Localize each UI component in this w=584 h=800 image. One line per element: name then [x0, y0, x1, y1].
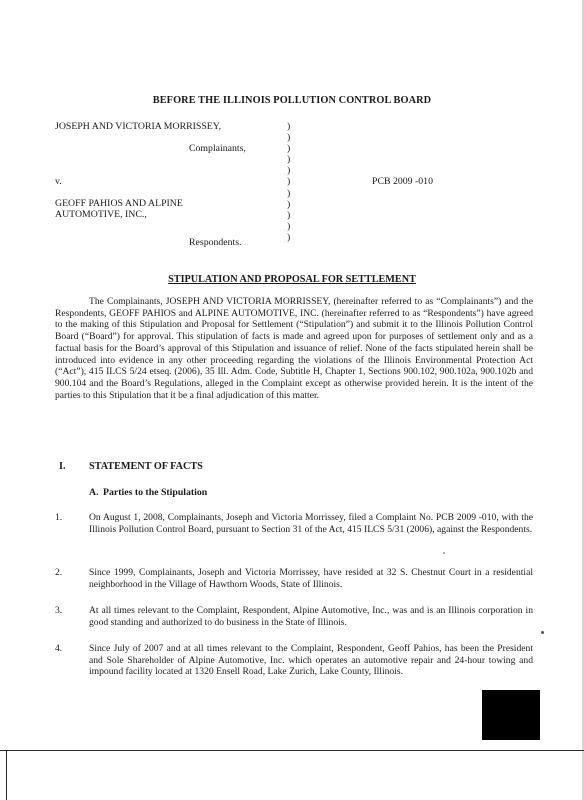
item-text: Since July of 2007 and at all times relevant to the Complaint, Respondent, Geoff Pahios, has been the President and Sole Shareholder of Alpine Automotive, Inc. which operates an automotive repair and 24-hour towing and impound facility located at 1320 Ensell Road, Lake Zurich, Lake County, Illinois. [89, 643, 533, 678]
document-title: STIPULATION AND PROPOSAL FOR SETTLEMENT [168, 274, 416, 285]
item-number: 2. [55, 567, 63, 578]
caption-paren: ) [287, 198, 291, 210]
item-text: Since 1999, Complainants, Joseph and Victoria Morrissey, have resided at 32 S. Chestnut Court in a residential neighborhood in the Village of Hawthorn Woods, State of Illinois. [89, 567, 533, 590]
list-item [55, 605, 533, 628]
versus-label: v. [55, 176, 62, 187]
caption-paren: ) [287, 187, 291, 199]
caption-paren: ) [287, 154, 291, 166]
section-number: I. [59, 461, 66, 472]
caption-paren: ) [287, 176, 291, 188]
subsection-title: Parties to the Stipulation [103, 487, 208, 498]
item-number: 1. [55, 512, 63, 523]
redaction-box [482, 690, 540, 740]
caption-paren: ) [287, 231, 291, 243]
section-title: STATEMENT OF FACTS [89, 461, 203, 472]
scan-bottom-rule-vertical [6, 750, 7, 800]
respondents-label: Respondents. [189, 237, 242, 248]
respondents-name-line1: GEOFF PAHIOS AND ALPINE [55, 198, 183, 209]
subsection-letter: A. [89, 487, 99, 498]
caption-paren: ) [287, 132, 291, 144]
item-number: 4. [55, 643, 63, 654]
item-text: On August 1, 2008, Complainants, Joseph and Victoria Morrissey, filed a Complaint No. PCB 2009 -010, with the Illinois Pollution Control Board, pursuant to Section 31 of the Act, 415 ILCS 5/31 (2006), against the Respondents. [89, 512, 533, 535]
scan-speck [443, 552, 445, 554]
caption-paren: ) [287, 220, 291, 232]
caption-parentheses-column [287, 121, 290, 243]
complainants-label: Complainants, [189, 143, 246, 154]
list-item [55, 643, 533, 678]
case-number: PCB 2009 -010 [372, 176, 433, 187]
intro-paragraph: The Complainants, JOSEPH AND VICTORIA MORRISSEY, (hereinafter referred to as “Complainants”) and the Respondents, GEOFF PAHIOS and ALPINE AUTOMOTIVE, INC. (hereinafter referred to as “Respondents”) have agreed to the making of this Stipulation and Proposal for Settlement (“Stipulation”) and submit it to the Illinois Pollution Control Board (“Board”) for approval. This stipulation of facts is made and agreed upon for purposes of settlement only and as a factual basis for the Board’s approval of this Stipulation and issuance of relief. None of the facts stipulated herein shall be introduced into evidence in any other proceeding regarding the violations of the Illinois Environmental Protection Act (“Act”), 415 ILCS 5/24 etseq. (2006), 35 Ill. Adm. Code, Subtitle H, Chapter 1, Sections 900.102, 900.102a, 900.102b and 900.104 and the Board’s Regulations, alleged in the Complaint except as otherwise provided herein. It is the intent of the parties to this Stipulation that it be a final adjudication of this matter. [55, 296, 533, 401]
caption-paren: ) [287, 121, 291, 132]
complainants-names: JOSEPH AND VICTORIA MORRISSEY, [55, 121, 222, 132]
list-item [55, 512, 533, 535]
scan-speck [541, 631, 544, 634]
caption-paren: ) [287, 209, 291, 221]
caption-paren: ) [287, 165, 291, 177]
scan-bottom-rule [0, 750, 584, 751]
respondents-name-line2: AUTOMOTIVE, INC., [55, 209, 147, 220]
caption-paren: ) [287, 143, 291, 155]
list-item [55, 567, 533, 590]
item-number: 3. [55, 605, 63, 616]
board-heading: BEFORE THE ILLINOIS POLLUTION CONTROL BOARD [152, 95, 432, 106]
item-text: At all times relevant to the Complaint, Respondent, Alpine Automotive, Inc., was and is an Illinois corporation in good standing and authorized to do business in the State of Illinois. [89, 605, 533, 628]
